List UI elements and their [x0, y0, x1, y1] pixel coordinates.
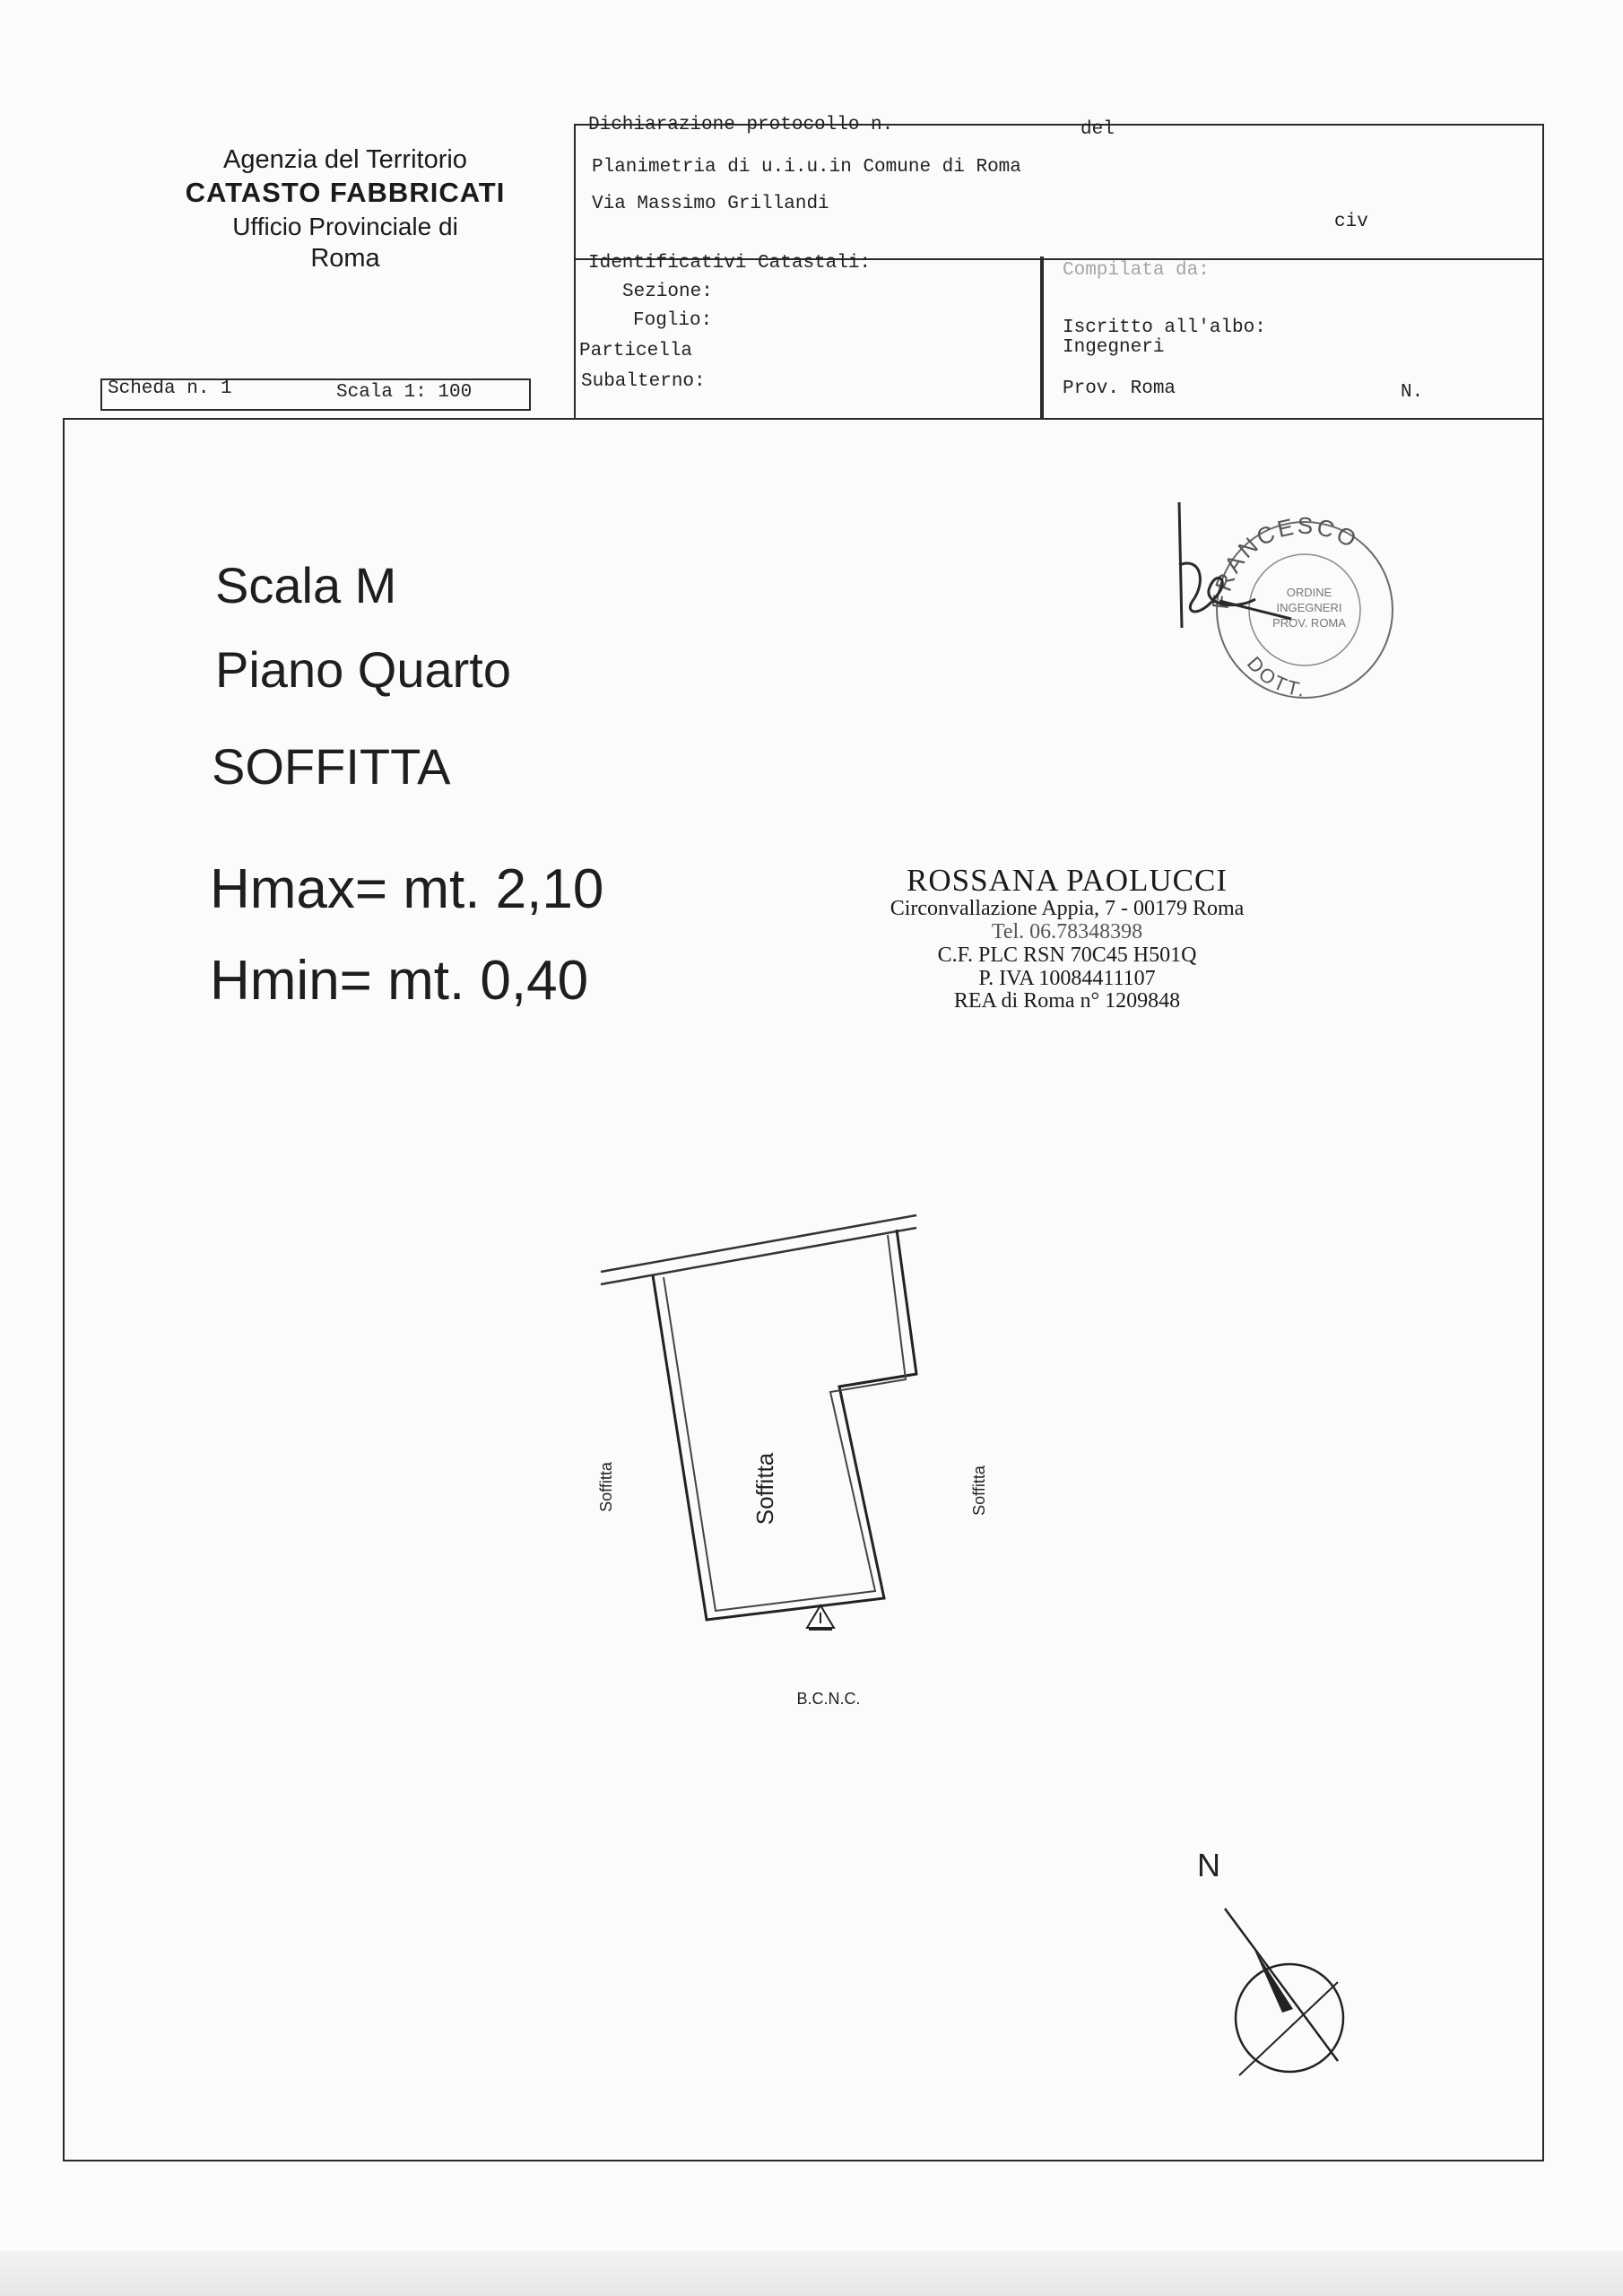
- page-edge: [0, 2251, 1623, 2296]
- studio-phone: Tel. 06.78348398: [991, 919, 1143, 944]
- room-outline-inner: [664, 1235, 906, 1611]
- plan-label: Planimetria di u.i.u.in Comune di Roma: [592, 157, 1021, 178]
- street-label: Via Massimo Grillandi: [592, 194, 829, 214]
- sheet-scale: Scala 1: 100: [336, 382, 473, 403]
- compass-needle-line: [1225, 1909, 1338, 2061]
- province-label: Prov. Roma: [1063, 378, 1176, 399]
- max-height-label: Hmax= mt. 2,10: [210, 858, 604, 920]
- albo-label: Iscritto all'albo:: [1063, 317, 1266, 338]
- seal-inner-line3: PROV. ROMA: [1272, 616, 1346, 630]
- sezione-label: Sezione:: [622, 282, 713, 302]
- seal-ring-bottom-text: DOTT.: [1242, 652, 1308, 701]
- top-wall-outer: [601, 1215, 916, 1272]
- registration-number-label: N.: [1401, 382, 1424, 403]
- office-label: Ufficio Provinciale di: [232, 213, 458, 240]
- engineer-seal: [1166, 484, 1435, 718]
- office-city: Roma: [310, 244, 380, 273]
- studio-address: Circonvallazione Appia, 7 - 00179 Roma: [890, 896, 1245, 920]
- protocol-label: Dichiarazione protocollo n.: [588, 115, 894, 135]
- room-outline-outer: [653, 1230, 916, 1620]
- compiler-label: Compilata da:: [1063, 260, 1210, 281]
- studio-rea: REA di Roma n° 1209848: [953, 989, 1181, 1013]
- room-label: Soffitta: [751, 1452, 778, 1526]
- floor-label: Piano Quarto: [215, 641, 511, 698]
- catasto-title: CATASTO FABBRICATI: [185, 177, 506, 209]
- foglio-label: Foglio:: [633, 310, 713, 331]
- studio-name: ROSSANA PAOLUCCI: [906, 863, 1228, 898]
- top-wall-inner: [601, 1228, 916, 1284]
- north-compass: [1175, 1839, 1399, 2108]
- north-label: N: [1197, 1847, 1220, 1883]
- subalterno-label: Subalterno:: [581, 371, 706, 392]
- agency-header: [143, 144, 547, 274]
- studio-stamp: [834, 864, 1300, 1013]
- right-adjacent-label: Soffitta: [970, 1465, 988, 1516]
- compass-circle: [1236, 1964, 1343, 2072]
- del-label: del: [1081, 119, 1115, 140]
- seal-inner-line2: INGEGNERI: [1276, 601, 1342, 614]
- seal-inner-line1: ORDINE: [1286, 586, 1332, 599]
- studio-vat: P. IVA 10084411107: [978, 966, 1156, 990]
- civ-label: civ: [1334, 212, 1368, 232]
- sheet-number: Scheda n. 1: [108, 378, 232, 399]
- studio-tax-code: C.F. PLC RSN 70C45 H501Q: [937, 943, 1197, 967]
- floor-plan: [538, 1184, 1004, 1722]
- seal-ring-top-text: FRANCESCO: [1206, 511, 1364, 611]
- albo-value: Ingegneri: [1063, 337, 1165, 358]
- ids-title: Identificativi Catastali:: [588, 253, 872, 274]
- particella-label: Particella: [579, 341, 693, 361]
- compass-needle-icon: [1254, 1948, 1293, 2013]
- unit-type-label: SOFFITTA: [212, 738, 451, 795]
- min-height-label: Hmin= mt. 0,40: [210, 950, 589, 1012]
- stair-label: Scala M: [215, 557, 397, 613]
- declaration-box: [574, 124, 1544, 260]
- common-area-label: B.C.N.C.: [796, 1690, 861, 1708]
- agency-name: Agenzia del Territorio: [223, 145, 467, 174]
- left-adjacent-label: Soffitta: [597, 1462, 615, 1512]
